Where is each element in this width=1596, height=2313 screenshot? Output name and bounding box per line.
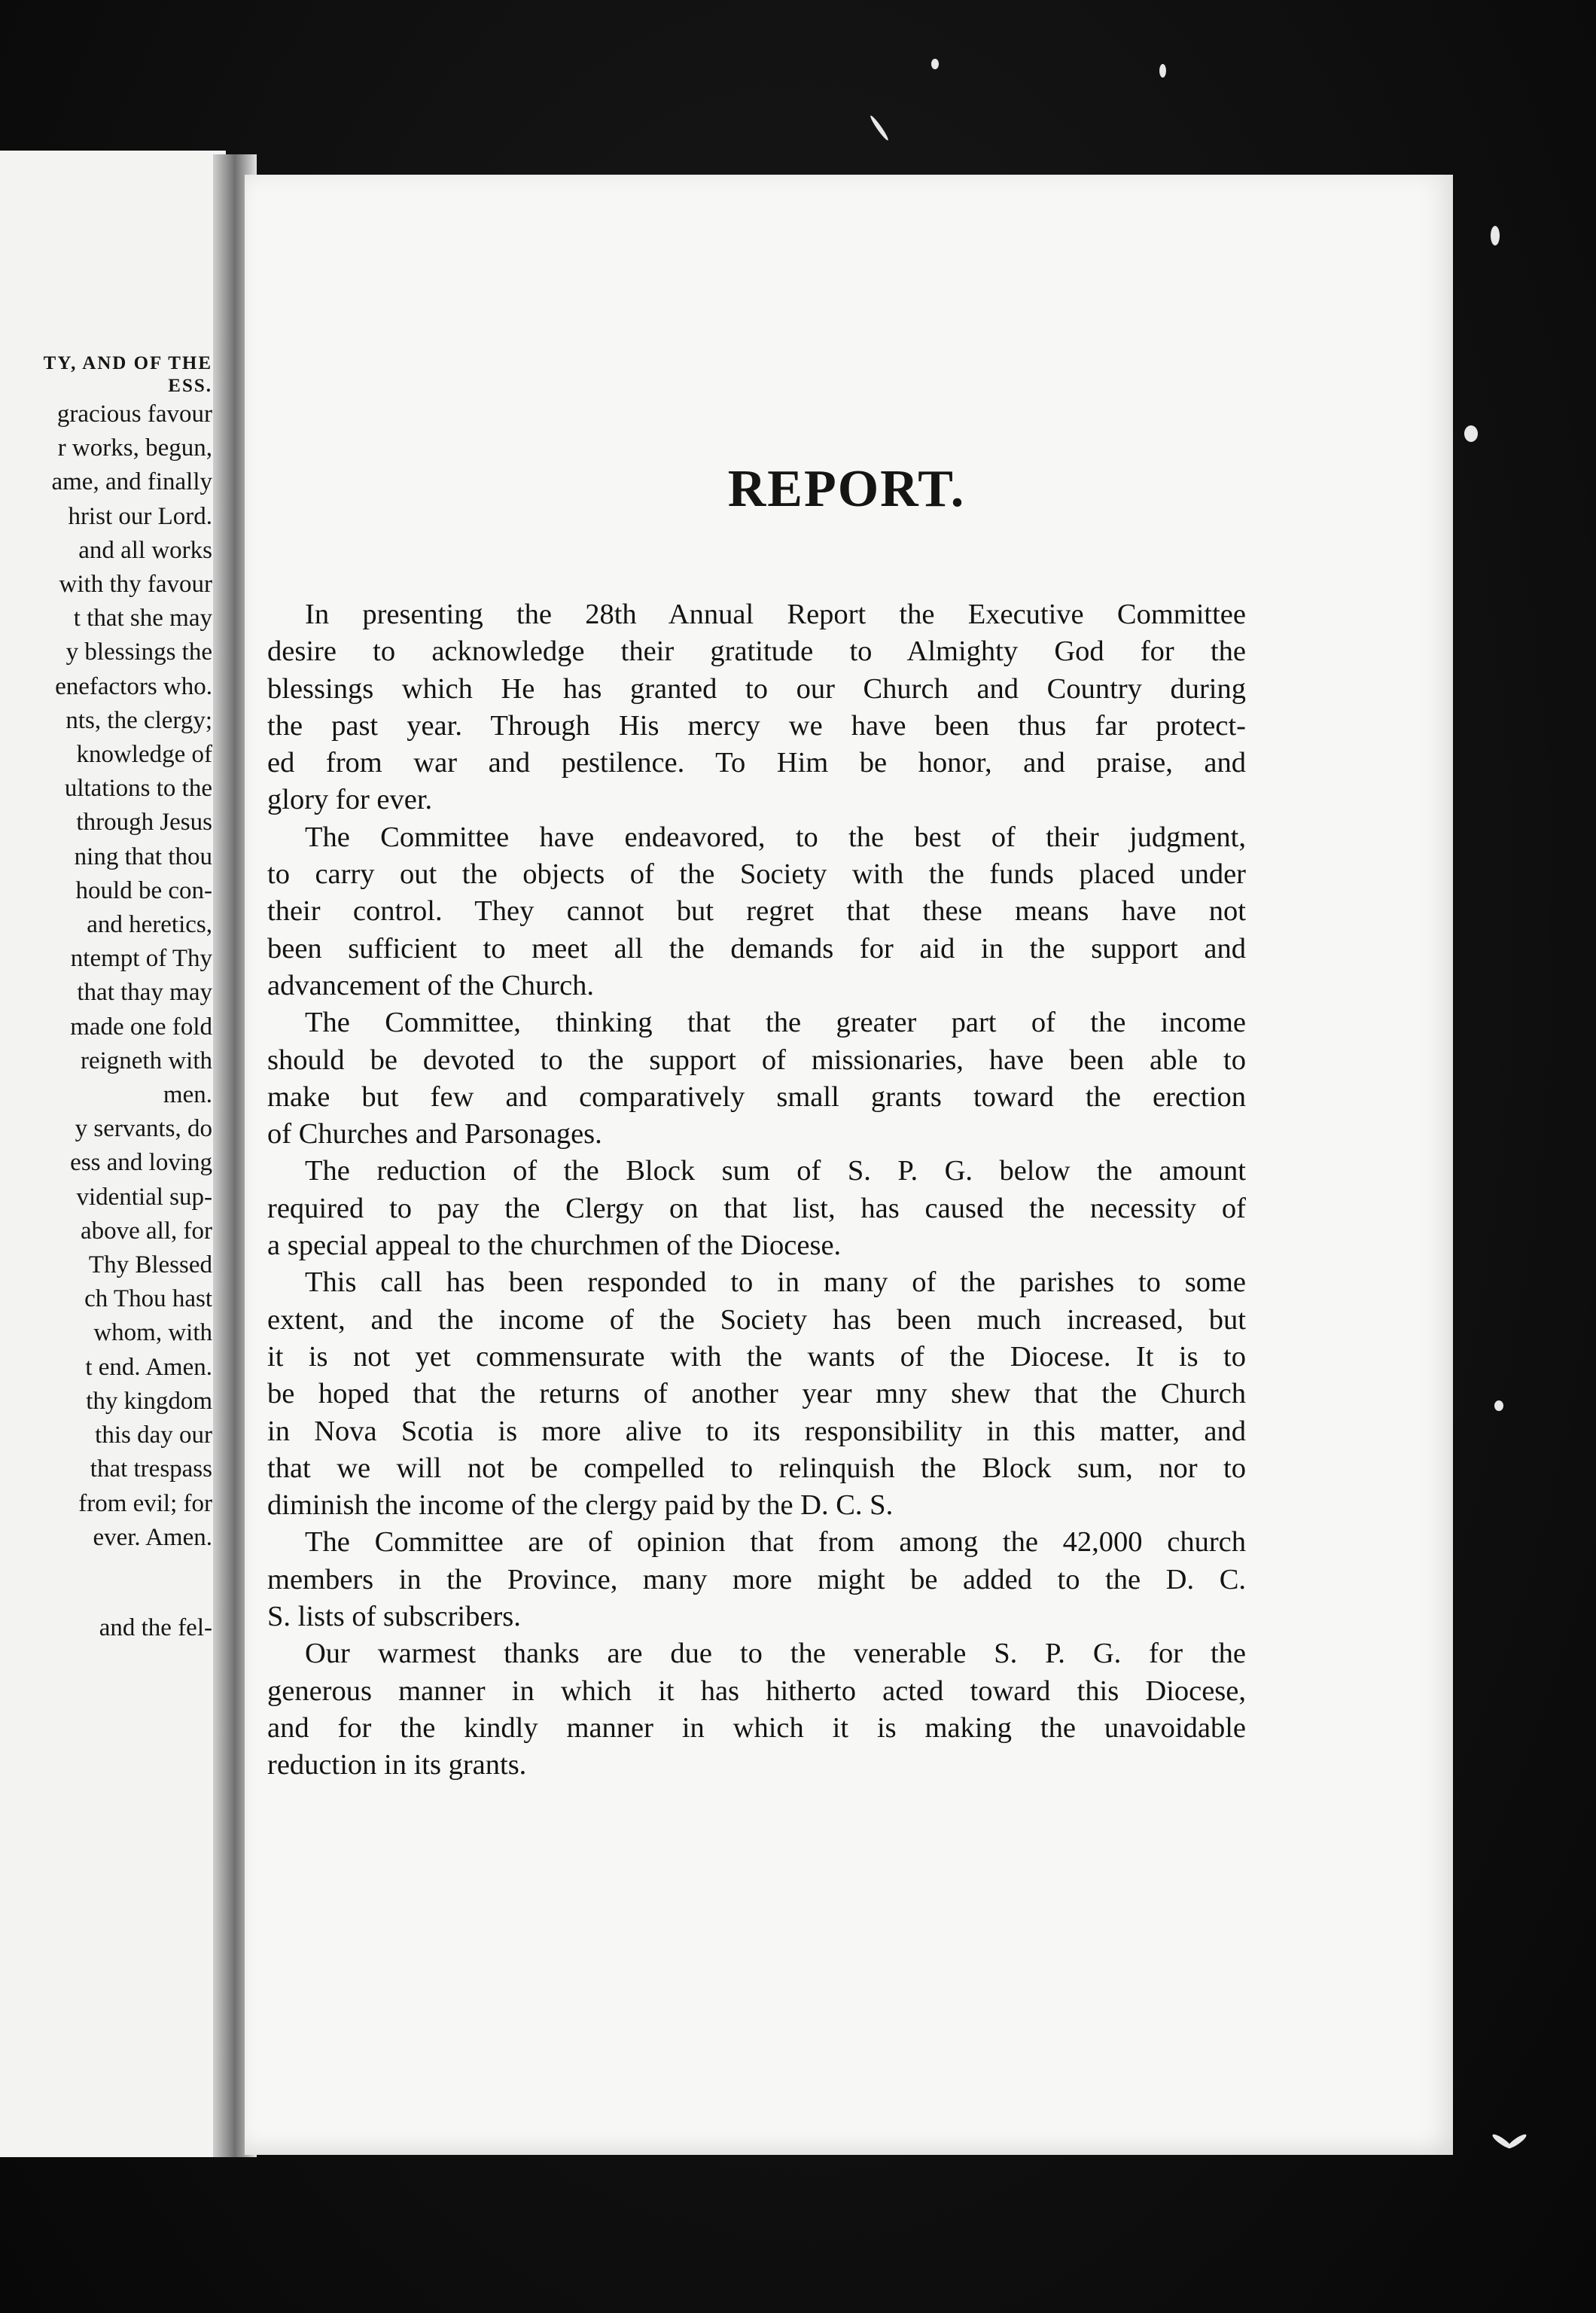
left-page-line: knowledge of (76, 741, 212, 769)
report-line: Our warmest thanks are due to the venerable S. P. G. for the (305, 1638, 1246, 1670)
report-line: diminish the income of the clergy paid by the D. C. S. (267, 1489, 894, 1522)
left-page-line: with thy favour (59, 571, 212, 599)
report-line: The Committee are of opinion that from among the 42,000 church (305, 1526, 1246, 1559)
report-paragraph (267, 596, 1246, 819)
dust-speck (1491, 226, 1500, 245)
left-page-line: y servants, do (75, 1115, 212, 1143)
right-page (245, 175, 1453, 2155)
report-body (267, 596, 1246, 1784)
report-line: blessings which He has granted to our Church and Country during (267, 672, 1246, 705)
left-page-line: ever. Amen. (93, 1523, 212, 1551)
report-paragraph (267, 1153, 1246, 1264)
left-facing-page (0, 151, 226, 2157)
left-page-line: hrist our Lord. (68, 502, 212, 530)
left-page-text-column (0, 352, 212, 1645)
report-line: The Committee, thinking that the greater part of the income (305, 1007, 1246, 1039)
left-page-line: r works, begun, (57, 434, 212, 462)
left-page-line: t that she may (73, 605, 212, 632)
left-page-line: and heretics, (87, 911, 212, 939)
left-page-line: that trespass (90, 1455, 212, 1483)
left-page-heading-line: ESS. (168, 376, 212, 396)
left-page-line: enefactors who. (55, 672, 212, 700)
report-line: the past year. Through His mercy we have been thus far protect- (267, 709, 1246, 742)
left-page-line: whom, with (93, 1319, 212, 1347)
left-page-line: thy kingdom (86, 1387, 212, 1415)
left-page-line: men. (163, 1081, 212, 1109)
report-line: glory for ever. (267, 784, 433, 816)
report-line: In presenting the 28th Annual Report the Executive Committee (305, 599, 1246, 630)
report-paragraph (267, 1004, 1246, 1153)
report-line: S. lists of subscribers. (267, 1601, 521, 1633)
report-line: their control. They cannot but regret that these means have not (267, 895, 1246, 928)
left-page-line: nts, the clergy; (65, 706, 212, 734)
report-line: make but few and comparatively small grants toward the erection (267, 1080, 1246, 1113)
left-page-line: ess and loving (70, 1149, 212, 1177)
left-page-line: ultations to the (64, 775, 212, 803)
dust-speck (1159, 64, 1166, 78)
left-page-line: vidential sup- (76, 1183, 212, 1211)
page-title: REPORT. (727, 460, 966, 518)
report-line: The reduction of the Block sum of S. P. G. below the amount (305, 1155, 1246, 1187)
report-line: in Nova Scotia is more alive to its responsibility in this matter, and (267, 1415, 1246, 1447)
report-line: extent, and the income of the Society has been much increased, but (267, 1303, 1246, 1336)
dust-speck (931, 59, 939, 69)
report-paragraph (267, 1635, 1246, 1784)
report-line: a special appeal to the churchmen of the Diocese. (267, 1230, 842, 1262)
left-page-line: this day our (95, 1422, 212, 1449)
left-page-spacer (0, 1555, 212, 1611)
left-page-line: y blessings the (65, 638, 212, 666)
report-line: it is not yet commensurate with the wants of the Diocese. It is to (267, 1340, 1246, 1373)
report-line: of Churches and Parsonages. (267, 1118, 602, 1150)
left-page-line: hould be con- (75, 876, 212, 904)
report-line: been sufficient to meet all the demands for aid in the support and (267, 932, 1246, 965)
left-page-line: ning that thou (74, 843, 212, 870)
left-page-line: ch Thou hast (84, 1285, 212, 1313)
left-page-line: Thy Blessed (88, 1251, 212, 1279)
left-page-line: reigneth with (80, 1047, 212, 1074)
left-page-line: above all, for (80, 1217, 212, 1245)
left-page-line: made one fold (70, 1013, 212, 1041)
left-page-line: through Jesus (76, 809, 212, 837)
report-paragraph (267, 819, 1246, 1004)
left-page-line: and the fel- (99, 1614, 212, 1641)
report-line: reduction in its grants. (267, 1749, 527, 1781)
report-line: generous manner in which it has hitherto acted toward this Diocese, (267, 1675, 1246, 1707)
report-line: members in the Province, many more might be added to the D. C. (267, 1563, 1246, 1595)
left-page-heading-line: TY, AND OF THE (43, 353, 212, 373)
report-line: This call has been responded to in many of the parishes to some (305, 1266, 1246, 1299)
left-page-line: t end. Amen. (85, 1353, 212, 1381)
report-line: and for the kindly manner in which it is making the unavoidable (267, 1711, 1246, 1744)
left-page-line: ame, and finally (51, 468, 212, 496)
report-line: The Committee have endeavored, to the best of their judgment, (305, 821, 1246, 853)
left-page-line: that thay may (77, 979, 212, 1007)
report-line: that we will not be compelled to relinquish the Block sum, nor to (267, 1452, 1246, 1484)
dust-speck (1464, 425, 1478, 442)
report-line: ed from war and pestilence. To Him be honor, and praise, and (267, 747, 1246, 779)
dust-speck (1494, 1400, 1503, 1411)
left-page-line: ntempt of Thy (70, 945, 212, 973)
report-line: advancement of the Church. (267, 969, 595, 1001)
left-page-line: and all works (78, 536, 212, 564)
left-page-line: gracious favour (56, 401, 212, 428)
report-line: should be devoted to the support of missionaries, have been able to (267, 1044, 1246, 1076)
report-line: desire to acknowledge their gratitude to Almighty God for the (267, 635, 1246, 668)
left-page-line: from evil; for (78, 1489, 212, 1517)
report-paragraph (267, 1264, 1246, 1524)
report-paragraph (267, 1524, 1246, 1635)
report-line: to carry out the objects of the Society with the funds placed under (267, 858, 1246, 891)
report-line: be hoped that the returns of another year mny shew that the Church (267, 1378, 1246, 1410)
report-line: required to pay the Clergy on that list, has caused the necessity of (267, 1192, 1246, 1224)
